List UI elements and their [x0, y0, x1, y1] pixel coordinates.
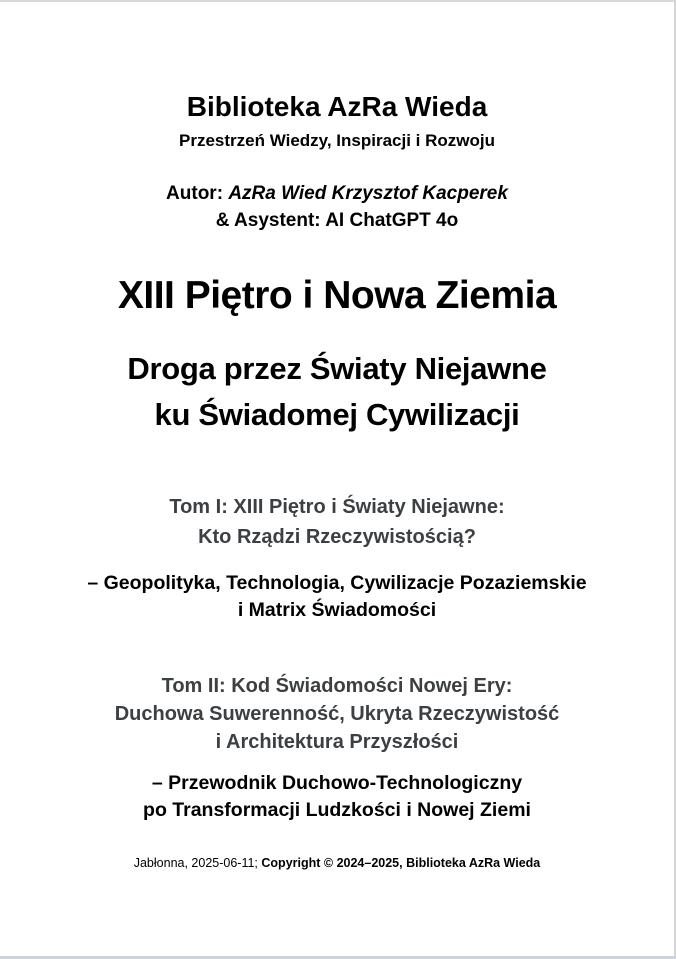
book-subtitle-line1: Droga przez Światy Niejawne [127, 351, 547, 386]
brand-title: Biblioteka AzRa Wieda [186, 91, 488, 122]
volume1-subtitle-line1: – Geopolityka, Technologia, Cywilizacje Pozaziemskie [87, 572, 587, 594]
assistant-line: & Asystent: AI ChatGPT 4o [215, 210, 459, 231]
book-subtitle-line2: ku Świadomej Cywilizacji [154, 397, 520, 432]
volume2-subtitle-line1: – Przewodnik Duchowo-Technologiczny [151, 772, 523, 794]
volume2-heading-line2: Duchowa Suwerenność, Ukryta Rzeczywistość [114, 703, 560, 725]
footer-copyright: Copyright © 2024–2025, Biblioteka AzRa Wieda [261, 856, 541, 870]
brand-subtitle: Przestrzeń Wiedzy, Inspiracji i Rozwoju [179, 131, 495, 150]
author-label: Autor: [166, 183, 229, 204]
footer-imprint [0, 856, 674, 871]
volume1-subtitle [0, 570, 674, 624]
volume2-heading-line3: i Architektura Przyszłości [215, 731, 459, 753]
author-block [0, 180, 674, 234]
footer-place-date: Jabłonna, 2025-06-11; [133, 856, 262, 870]
author-line [0, 180, 674, 207]
book-main-title: XIII Piętro i Nowa Ziemia [117, 274, 557, 317]
volume1-subtitle-line2: i Matrix Świadomości [237, 599, 437, 621]
volume2-subtitle-line2: po Transformacji Ludzkości i Nowej Ziemi [143, 799, 531, 821]
volume2-subtitle [0, 770, 674, 824]
volume2-heading [0, 672, 674, 756]
author-name: AzRa Wied Krzysztof Kacperek [228, 183, 508, 204]
volume2-heading-line1: Tom II: Kod Świadomości Nowej Ery: [161, 675, 513, 697]
volume1-heading-line2: Kto Rządzi Rzeczywistością? [198, 526, 476, 548]
book-subtitle [0, 346, 674, 438]
volume1-heading-line1: Tom I: XIII Piętro i Światy Niejawne: [169, 496, 505, 518]
volume1-heading [0, 492, 674, 552]
